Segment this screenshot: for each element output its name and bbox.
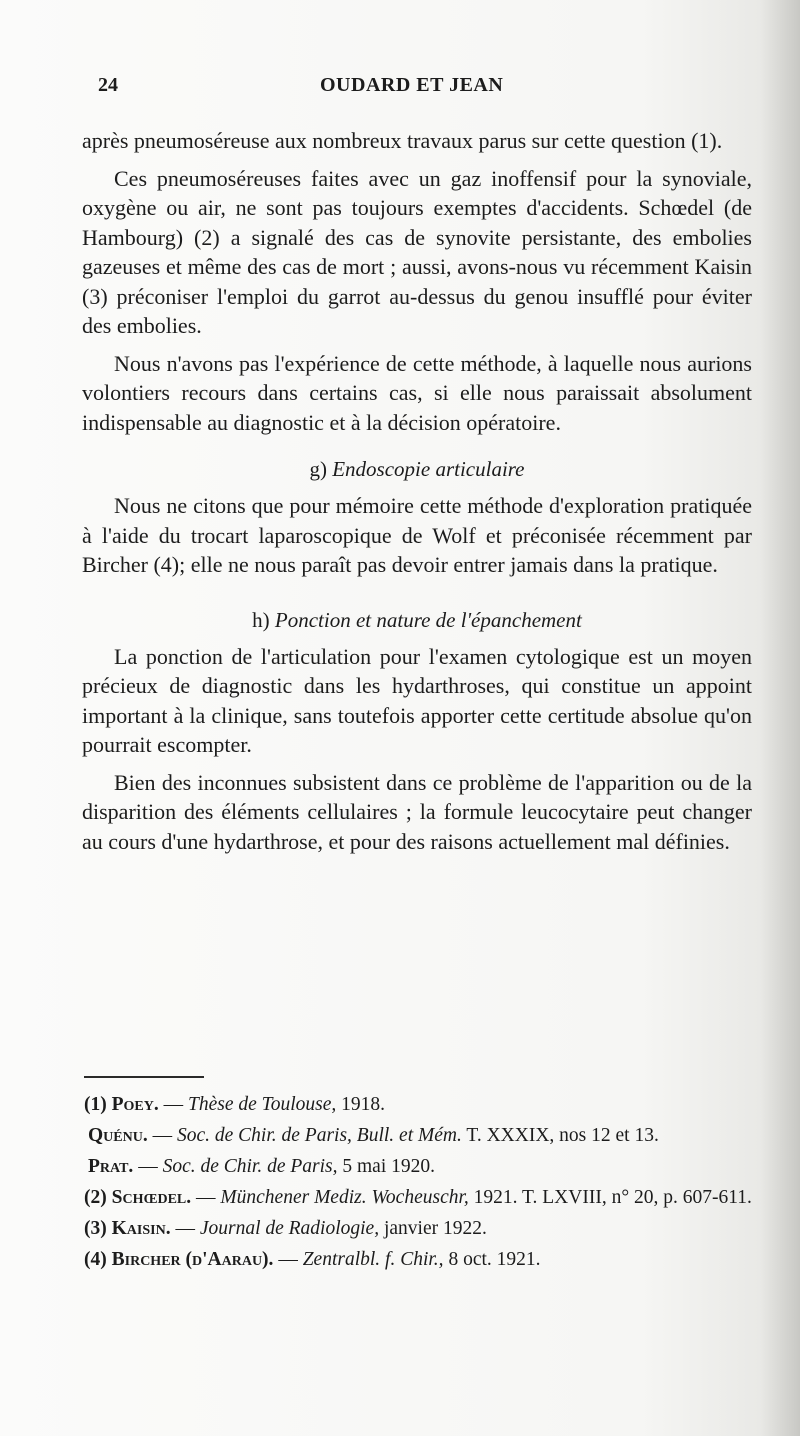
footnote-separator <box>84 1076 204 1078</box>
footnote-rest: 1918. <box>336 1094 385 1115</box>
paragraph-inconnues: Bien des inconnues subsistent dans ce problème de l'apparition ou de la disparition des éléments cellulaires ; la formule leucocytaire peut changer au cours d'une hydarthrose, et pour des raisons actuellement mal définies. <box>82 769 752 854</box>
page-header <box>98 74 758 102</box>
footnote-1-quenu <box>84 1123 756 1149</box>
paragraph-pneumoséreuses: Ces pneumoséreuses faites avec un gaz inoffensif pour la synoviale, oxygène ou air, ne sont pas toujours exemptes d'accidents. Schœdel (de Hambourg) (2) a signalé des cas de synovite persistante, des embolies gazeuses et même des cas de mort ; aussi, avons-nous vu récemment Kaisin (3) préconiser l'emploi du garrot au-dessus du genou insufflé pour éviter des embolies. <box>82 165 752 338</box>
footnote-dash: — <box>158 1094 188 1115</box>
section-heading-g <box>82 455 752 483</box>
footnote-title: Soc. de Chir. de Paris, Bull. et Mém. <box>176 1125 462 1146</box>
footnote-dash: — <box>273 1249 303 1270</box>
section-heading-h <box>82 606 752 634</box>
footnote-author: Bircher (d'Aarau). <box>111 1249 274 1270</box>
footnote-author: Schœdel. <box>111 1187 192 1208</box>
footnote-title: Journal de Radiologie, <box>199 1218 380 1239</box>
footnote-rest: 8 oct. 1921. <box>443 1249 541 1270</box>
footnotes <box>84 1092 756 1278</box>
section-label-g: g) <box>309 457 327 481</box>
paragraph-experience: Nous n'avons pas l'expérience de cette méthode, à laquelle nous aurions volontiers recours dans certains cas, si elle nous paraissait absolument indispensable au diagnostic et à la décision opératoire. <box>82 350 752 435</box>
footnote-author: Prat. <box>88 1156 134 1177</box>
footnote-1-prat <box>84 1154 756 1180</box>
footnote-dash: — <box>133 1156 163 1177</box>
paragraph-continuation: après pneumoséreuse aux nombreux travaux parus sur cette question (1). <box>82 128 723 153</box>
footnote-number: (2) <box>84 1187 107 1208</box>
section-title-h: Ponction et nature de l'épanchement <box>274 607 582 632</box>
footnote-dash: — <box>147 1125 177 1146</box>
footnote-rest: 1921. T. LXVIII, n° 20, p. 607-611. <box>468 1187 752 1208</box>
page-number: 24 <box>98 74 118 96</box>
footnote-author: Poey. <box>111 1094 159 1115</box>
body-text <box>82 126 752 864</box>
footnote-number: (1) <box>84 1094 107 1115</box>
footnote-1-poey <box>84 1092 756 1118</box>
footnote-number: (4) <box>84 1249 107 1270</box>
section-title-g: Endoscopie articulaire <box>332 457 525 481</box>
paragraph-ponction: La ponction de l'articulation pour l'examen cytologique est un moyen précieux de diagnostic dans les hydarthroses, qui constitue un appoint important à la clinique, sans toutefois apporter cette certitude absolue qu'on pourrait escompter. <box>82 643 752 757</box>
footnote-4 <box>84 1247 756 1273</box>
footnote-author: Quénu. <box>88 1125 148 1146</box>
footnote-rest: 5 mai 1920. <box>337 1156 436 1177</box>
footnote-title: Zentralbl. f. Chir., <box>302 1249 444 1270</box>
footnote-number: (3) <box>84 1218 107 1239</box>
footnote-dash: — <box>191 1187 221 1208</box>
footnote-2 <box>84 1185 756 1211</box>
paragraph-endoscopie: Nous ne citons que pour mémoire cette méthode d'exploration pratiquée à l'aide du trocart laparoscopique de Wolf et préconisée récemment par Bircher (4); elle ne nous paraît pas devoir entrer jamais dans la pratique. <box>82 493 752 577</box>
footnote-dash: — <box>170 1218 200 1239</box>
footnote-rest: janvier 1922. <box>379 1218 487 1239</box>
footnote-title: Soc. de Chir. de Paris, <box>162 1156 338 1177</box>
running-head: OUDARD ET JEAN <box>320 74 504 96</box>
footnote-author: Kaisin. <box>111 1218 171 1239</box>
footnote-rest: T. XXXIX, nos 12 et 13. <box>461 1125 659 1146</box>
footnote-title: Thèse de Toulouse, <box>188 1094 337 1115</box>
section-label-h: h) <box>252 607 270 632</box>
footnote-title: Münchener Mediz. Wocheuschr, <box>220 1187 469 1208</box>
footnote-3 <box>84 1216 756 1242</box>
